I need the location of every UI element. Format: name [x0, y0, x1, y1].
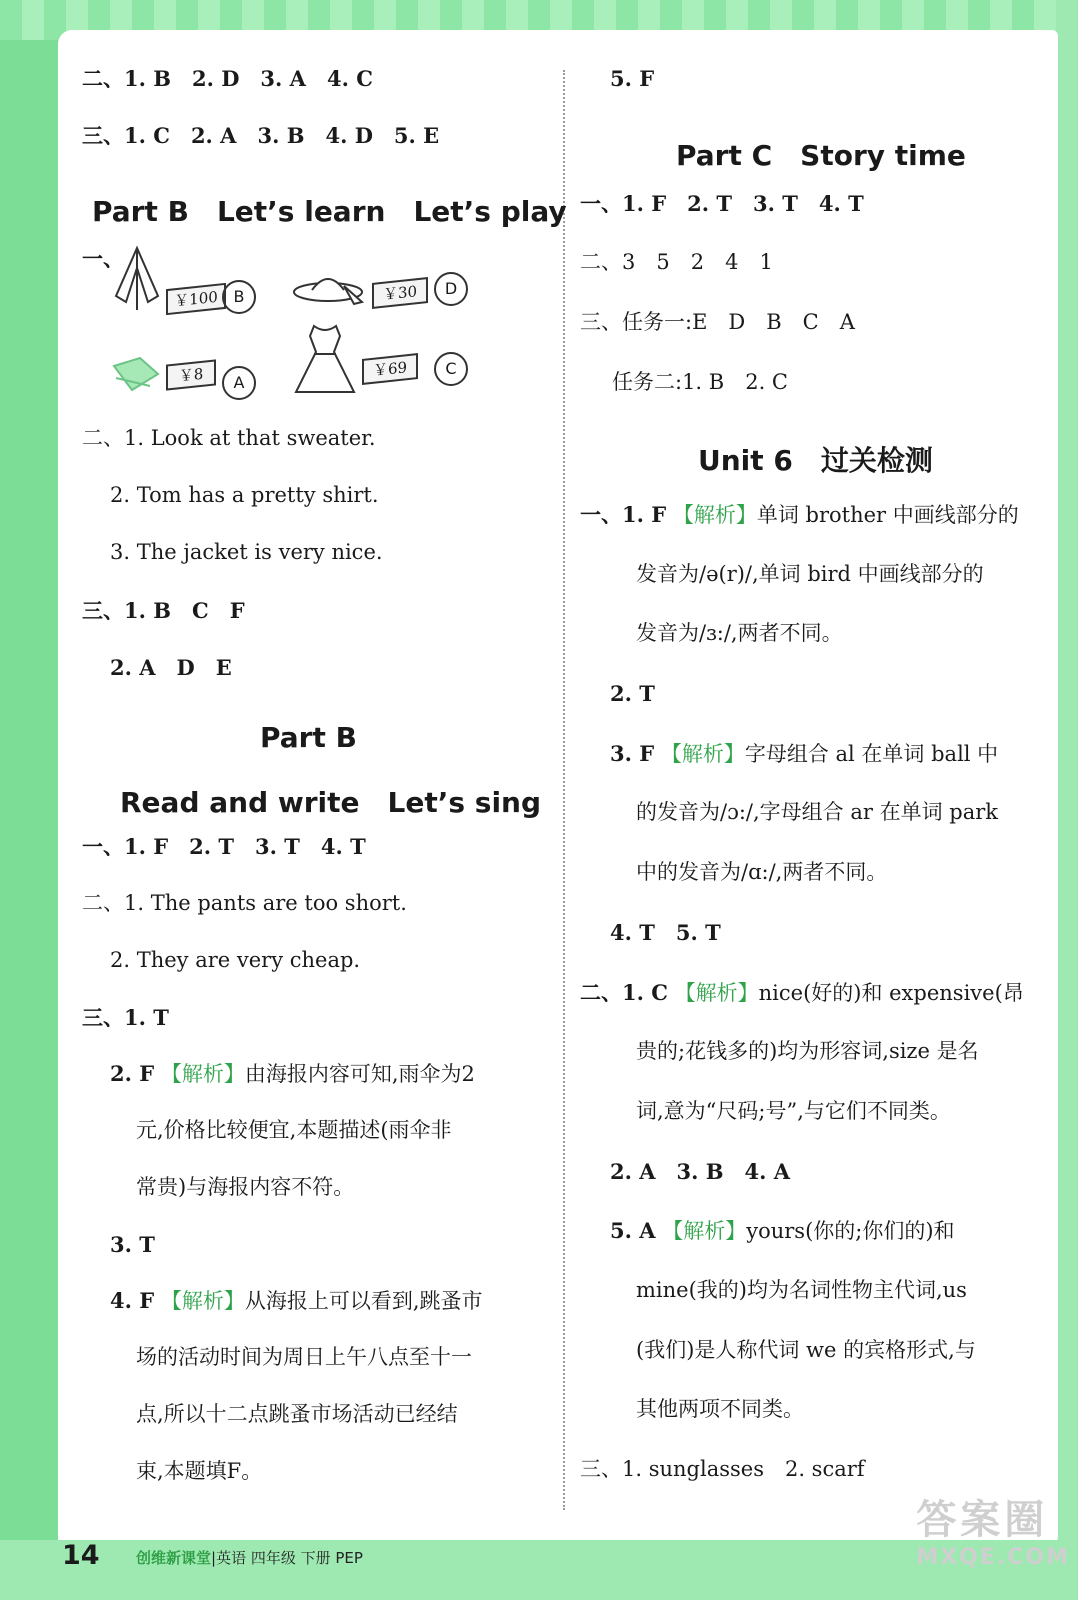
answer-line: (我们)是人称代词 we 的宾格形式,与 — [636, 1338, 976, 1362]
answer-line: 词,意为“尺码;号”,与它们不同类。 — [636, 1099, 951, 1123]
page-frame-right — [1056, 0, 1078, 1600]
answer-line: 2. T — [610, 681, 655, 706]
answer-line: 发音为/ɜ:/,两者不同。 — [636, 621, 843, 645]
answer-line: 一、1. F 2. T 3. T 4. T — [580, 191, 864, 216]
hat-icon — [292, 266, 367, 306]
price-tag: ￥100 — [166, 283, 226, 315]
answer-line: 3. The jacket is very nice. — [110, 540, 383, 564]
answer-line: 一、 — [82, 246, 124, 271]
scarf-icon — [110, 356, 160, 394]
answer-line: 常贵)与海报内容不符。 — [136, 1175, 355, 1199]
answer-line: 二、1. The pants are too short. — [82, 891, 407, 915]
answer-line: 2. Tom has a pretty shirt. — [110, 483, 379, 507]
answer-line: 任务二:1. B 2. C — [612, 370, 788, 394]
section-heading: Part B Let’s learn Let’s play — [92, 195, 567, 228]
price-tag: ￥8 — [166, 359, 216, 390]
answer-line: 中的发音为/ɑ:/,两者不同。 — [636, 860, 888, 884]
dress-icon — [290, 322, 360, 398]
answer-letter: D — [434, 272, 468, 306]
watermark: 答案圈 MXQE.COM — [916, 1497, 1070, 1570]
book-info — [136, 1547, 363, 1568]
answer-line: 二、1. C 【解析】nice(好的)和 expensive(昂 — [580, 980, 1024, 1005]
answer-line: 二、3 5 2 4 1 — [580, 250, 773, 274]
column-divider — [563, 70, 565, 1510]
answer-letter: A — [222, 366, 256, 400]
answer-line: 一、1. F 【解析】单词 brother 中画线部分的 — [580, 502, 1019, 527]
answer-line: 3. F 【解析】字母组合 al 在单词 ball 中 — [610, 741, 999, 766]
answer-line: 点,所以十二点跳蚤市场活动已经结 — [136, 1402, 458, 1426]
section-heading: Read and write Let’s sing — [120, 786, 542, 819]
answer-line: mine(我的)均为名词性物主代词,us — [636, 1278, 967, 1302]
answer-line: 三、1. sunglasses 2. scarf — [580, 1457, 865, 1481]
umbrella-icon — [110, 244, 165, 314]
answer-line: 束,本题填F。 — [136, 1459, 263, 1483]
answer-line: 2. They are very cheap. — [110, 948, 361, 972]
answer-letter: B — [222, 280, 256, 314]
price-tag: ￥69 — [362, 353, 418, 385]
answer-letter: C — [434, 352, 468, 386]
answer-line: 二、1. B 2. D 3. A 4. C — [82, 66, 373, 91]
answer-line: 元,价格比较便宜,本题描述(雨伞非 — [136, 1118, 452, 1142]
section-heading: Unit 6 过关检测 — [698, 444, 933, 477]
answer-line: 5. A 【解析】yours(你的;你们的)和 — [610, 1218, 955, 1243]
answer-line: 一、1. F 2. T 3. T 4. T — [82, 834, 366, 859]
answer-line: 2. F 【解析】由海报内容可知,雨伞为2 — [110, 1061, 475, 1086]
price-tag: ￥30 — [372, 277, 428, 309]
section-heading: Part B — [260, 721, 357, 754]
answer-line: 三、1. C 2. A 3. B 4. D 5. E — [82, 123, 440, 148]
answer-line: 的发音为/ɔ:/,字母组合 ar 在单词 park — [636, 800, 998, 824]
answer-line: 4. F 【解析】从海报上可以看到,跳蚤市 — [110, 1288, 483, 1313]
answer-line: 三、任务一:E D B C A — [580, 310, 855, 334]
answer-line: 贵的;花钱多的)均为形容词,size 是名 — [636, 1039, 979, 1063]
answer-line: 3. T — [110, 1232, 155, 1257]
answer-line: 发音为/ə(r)/,单词 bird 中画线部分的 — [636, 562, 984, 586]
page-frame-left — [0, 0, 62, 1600]
answer-line: 其他两项不同类。 — [636, 1397, 804, 1421]
answer-line: 场的活动时间为周日上午八点至十一 — [136, 1345, 472, 1369]
book-details: |英语 四年级 下册 PEP — [211, 1549, 363, 1567]
answer-line: 5. F — [610, 66, 655, 91]
answer-line: 三、1. T — [82, 1005, 169, 1030]
section-heading: Part C Story time — [676, 139, 966, 172]
brand-name: 创维新课堂 — [136, 1549, 212, 1567]
answer-line: 4. T 5. T — [610, 920, 721, 945]
answer-line: 2. A 3. B 4. A — [610, 1159, 791, 1184]
answer-line: 二、1. Look at that sweater. — [82, 426, 376, 450]
page-number: 14 — [62, 1540, 100, 1571]
answer-line: 2. A D E — [110, 655, 232, 680]
answer-line: 三、1. B C F — [82, 598, 245, 623]
